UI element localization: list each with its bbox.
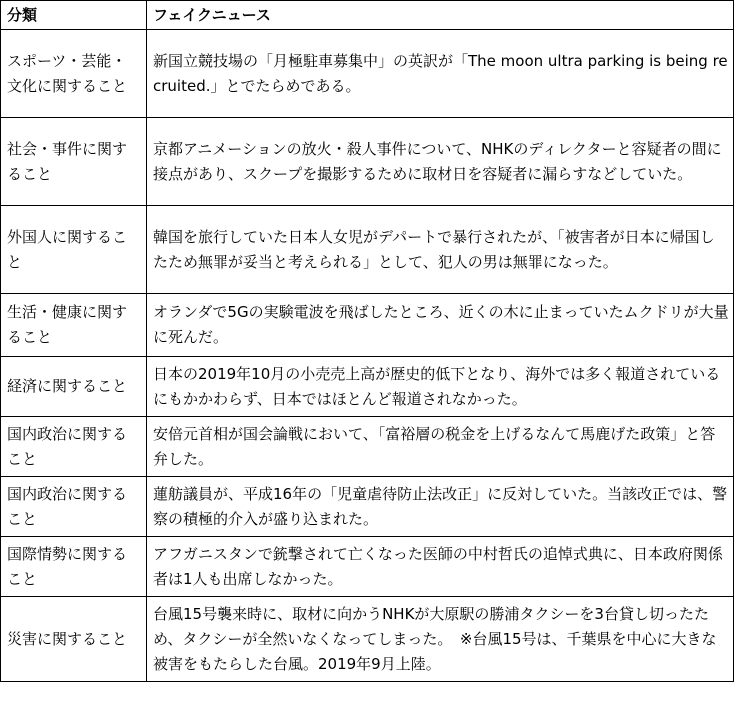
header-category: 分類 xyxy=(1,1,147,30)
category-cell: 災害に関すること xyxy=(1,597,147,682)
news-cell: 新国立競技場の「月極駐車募集中」の英訳が「The moon ultra parking is being recruited.」とでたらめである。 xyxy=(147,30,734,118)
category-cell: 生活・健康に関すること xyxy=(1,294,147,357)
table-row xyxy=(1,206,734,294)
table-row xyxy=(1,30,734,118)
category-cell: 国内政治に関すること xyxy=(1,477,147,537)
news-cell: 台風15号襲来時に、取材に向かうNHKが大原駅の勝浦タクシーを3台貸し切ったため、タクシーが全然いなくなってしまった。 ※台風15号は、千葉県を中心に大きな被害をもたらした台風。2019年9月上陸。 xyxy=(147,597,734,682)
category-cell: 国際情勢に関すること xyxy=(1,537,147,597)
table-row xyxy=(1,417,734,477)
table-row xyxy=(1,118,734,206)
category-cell: 経済に関すること xyxy=(1,357,147,417)
table-row xyxy=(1,294,734,357)
table-header-row xyxy=(1,1,734,30)
table-row xyxy=(1,477,734,537)
category-cell: 国内政治に関すること xyxy=(1,417,147,477)
table-row xyxy=(1,537,734,597)
news-cell: 安倍元首相が国会論戦において、「富裕層の税金を上げるなんて馬鹿げた政策」と答弁した。 xyxy=(147,417,734,477)
news-cell: アフガニスタンで銃撃されて亡くなった医師の中村哲氏の追悼式典に、日本政府関係者は1人も出席しなかった。 xyxy=(147,537,734,597)
news-cell: オランダで5Gの実験電波を飛ばしたところ、近くの木に止まっていたムクドリが大量に死んだ。 xyxy=(147,294,734,357)
header-fake-news: フェイクニュース xyxy=(147,1,734,30)
category-cell: スポーツ・芸能・文化に関すること xyxy=(1,30,147,118)
table-row xyxy=(1,597,734,682)
news-cell: 蓮舫議員が、平成16年の「児童虐待防止法改正」に反対していた。当該改正では、警察の積極的介入が盛り込まれた。 xyxy=(147,477,734,537)
category-cell: 社会・事件に関すること xyxy=(1,118,147,206)
news-cell: 日本の2019年10月の小売売上高が歴史的低下となり、海外では多く報道されているにもかかわらず、日本ではほとんど報道されなかった。 xyxy=(147,357,734,417)
news-cell: 京都アニメーションの放火・殺人事件について、NHKのディレクターと容疑者の間に接点があり、スクープを撮影するために取材日を容疑者に漏らすなどしていた。 xyxy=(147,118,734,206)
table-row xyxy=(1,357,734,417)
category-cell: 外国人に関すること xyxy=(1,206,147,294)
news-cell: 韓国を旅行していた日本人女児がデパートで暴行されたが、「被害者が日本に帰国したため無罪が妥当と考えられる」として、犯人の男は無罪になった。 xyxy=(147,206,734,294)
